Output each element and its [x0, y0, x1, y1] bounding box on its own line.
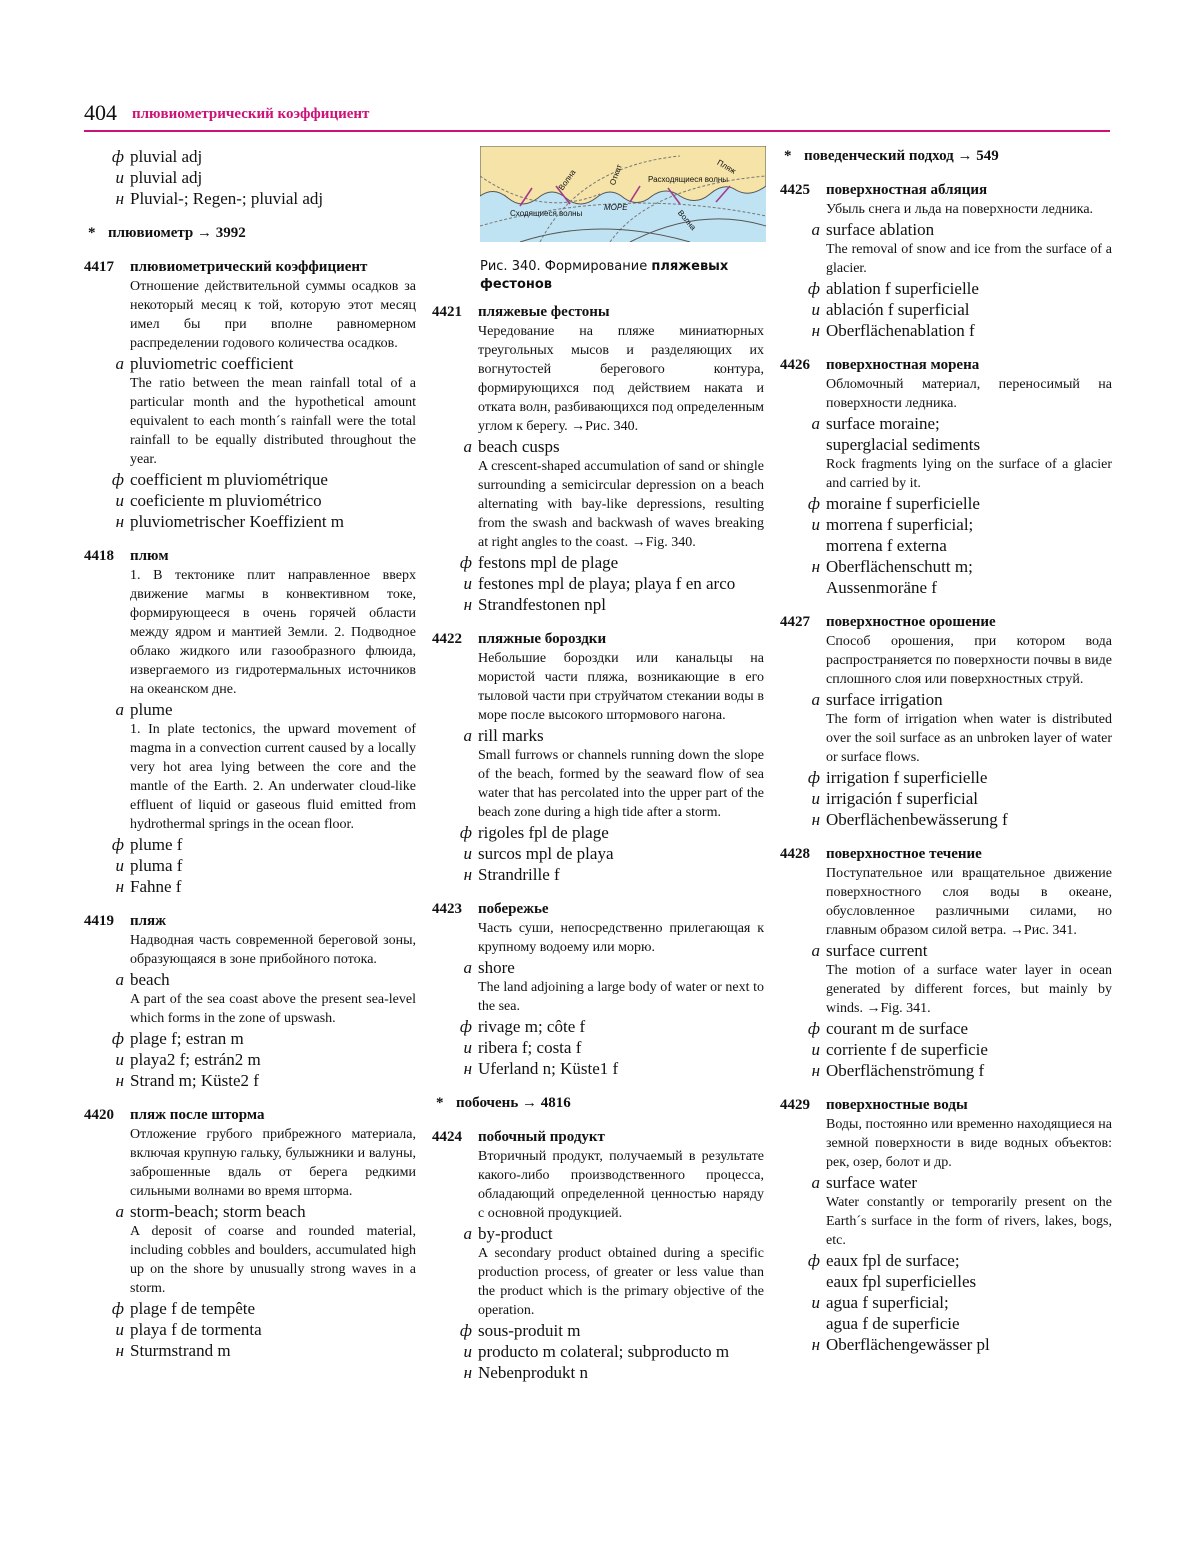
translation-fr: ф sous-produit m: [459, 1321, 581, 1340]
translation-fr: ф coefficient m pluviométrique: [111, 470, 328, 489]
translation-de-2: Aussenmoräne f: [826, 578, 937, 597]
translation-es: и ablación f superficial: [811, 300, 970, 319]
definition-ru: Вторичный продукт, получаемый в результате какого-либо производственного процесса, обладающий определенной ценностью наряду с основной продукцией.: [478, 1149, 764, 1221]
entry-headword: плюм: [130, 548, 169, 564]
translation-fr: ф irrigation f superficielle: [807, 768, 988, 787]
entry-number: 4423: [432, 901, 462, 917]
label-beach: Пляж: [715, 157, 738, 176]
translation-es-2: morrena f externa: [826, 536, 947, 555]
translation-de: н Oberflächenschutt m;: [811, 557, 973, 576]
translation-de: н Nebenprodukt n: [463, 1363, 589, 1382]
translation-de: н Sturmstrand m: [115, 1341, 231, 1360]
figure-340: [480, 146, 766, 248]
entry-number: 4420: [84, 1107, 114, 1123]
entry-headword: поверхностное орошение: [826, 614, 996, 630]
entry-4425: [780, 180, 1112, 341]
page-number: 404: [84, 100, 117, 125]
entry-headword: побочный продукт: [478, 1129, 605, 1145]
definition-ru: Часть суши, непосредственно прилегающая к крупному водоему или морю.: [478, 921, 764, 955]
translation-en: а by-product: [463, 1224, 553, 1243]
translation-es: и pluvial adj: [115, 168, 203, 187]
definition-en: A deposit of coarse and rounded material, including cobbles and boulders, accumulated high up on the shore by unusually strong waves in a storm.: [130, 1224, 416, 1296]
translation-es: и corriente f de superficie: [811, 1040, 988, 1059]
definition-ru: Надводная часть современной береговой зоны, образующаяся в зоне прибойного потока.: [130, 933, 416, 967]
translation-en: а plume: [115, 700, 173, 719]
entry-headword: пляж после шторма: [130, 1107, 265, 1123]
definition-ru: Небольшие бороздки или канальцы на мористой части пляжа, возникающие в его тыловой части при струйчатом стекании воды в море после высокого штормового нагона.: [478, 651, 764, 723]
definition-ru: Чередование на пляже миниатюрных треугольных мысов и разделяющих их вогнутостей берегового контура, формирующихся под действием наката и отката волн, разбивающихся под определенным углом к берегу. →Рис. 340.: [478, 324, 764, 434]
definition-en: A crescent-shaped accumulation of sand or shingle surrounding a semicircular depression on a beach alternating with bay-like depressions, resulting from the swash and backwash of waves breaking at right angles to the coast. →Fig. 340.: [478, 459, 764, 550]
cross-reference: * побочень → 4816: [436, 1095, 571, 1111]
translation-de: н Oberflächengewässer pl: [811, 1335, 990, 1354]
entry-number: 4427: [780, 614, 810, 630]
translation-es: и agua f superficial;: [811, 1293, 949, 1312]
translation-de: н Oberflächenablation f: [811, 321, 975, 340]
entry-number: 4429: [780, 1097, 810, 1113]
cross-reference: * плювиометр → 3992: [88, 225, 246, 241]
translation-fr: ф rigoles fpl de plage: [459, 823, 609, 842]
translation-en: а surface water: [811, 1173, 918, 1192]
entry-number: 4424: [432, 1129, 462, 1145]
definition-en: The ratio between the mean rainfall total of a particular month and the hypothetical amount equivalent to each month´s rainfall were the total rainfall to be equally distributed throughout the year.: [130, 376, 416, 467]
translation-es: и playa2 f; estrán2 m: [115, 1050, 261, 1069]
translation-de: н Oberflächenströmung f: [811, 1061, 985, 1080]
entry-4421: [432, 302, 764, 615]
entry-headword: поверхностная абляция: [826, 182, 988, 198]
entry-4424: [432, 1127, 764, 1383]
translation-de: н Oberflächenbewässerung f: [811, 810, 1008, 829]
translation-en: а beach: [115, 970, 170, 989]
definition-en: The form of irrigation when water is distributed over the soil surface as an unbroken layer of water or surface flows.: [826, 712, 1112, 765]
translation-de: н Uferland n; Küste1 f: [463, 1059, 619, 1078]
translation-en: а shore: [463, 958, 515, 977]
definition-en: 1. In plate tectonics, the upward movement of magma in a convection current caused by a locally very hot area lying between the core and the mantle of the Earth. 2. An underwater cloud-like effluent of liquid or gaseous fluid emitted from hydrothermal springs in the ocean floor.: [130, 722, 416, 832]
entry-headword: поверхностное течение: [826, 846, 982, 862]
translation-fr: ф eaux fpl de surface;: [807, 1251, 960, 1270]
label-converging: Сходящиеся волны: [510, 209, 583, 218]
translation-es: и irrigación f superficial: [811, 789, 978, 808]
entry-headword: пляжевые фестоны: [478, 304, 610, 320]
figure-caption: Рис. 340. Формирование пляжевых фестонов: [480, 259, 729, 292]
column-2: [432, 146, 764, 1383]
entry-4419: [84, 911, 416, 1091]
definition-en: The removal of snow and ice from the surface of a glacier.: [826, 242, 1112, 276]
translation-en: а pluviometric coefficient: [115, 354, 294, 373]
label-diverging: Расходящиеся волны: [648, 175, 729, 184]
page-header: [84, 100, 1110, 132]
entry-4429: [780, 1095, 1112, 1355]
translation-es: и producto m colateral; subproducto m: [463, 1342, 730, 1361]
entry-number: 4422: [432, 631, 462, 647]
entry-number: 4418: [84, 548, 114, 564]
translation-en: а surface current: [811, 941, 928, 960]
translation-es: и morrena f superficial;: [811, 515, 974, 534]
entry-4428: [780, 844, 1112, 1081]
definition-ru: Обломочный материал, переносимый на поверхности ледника.: [826, 377, 1112, 411]
entry-number: 4419: [84, 913, 114, 929]
definition-ru: Воды, постоянно или временно находящиеся на земной поверхности в виде водных объектов: рек, озер, болот и др.: [826, 1117, 1112, 1170]
translation-de: н pluviometrischer Koeffizient m: [115, 512, 345, 531]
definition-en: Small furrows or channels running down the slope of the beach, formed by the seaward flow of sea water that has percolated into the upper part of the beach zone during a high tide after a storm.: [478, 748, 764, 820]
translation-es: и ribera f; costa f: [463, 1038, 582, 1057]
entry-4423: [432, 899, 764, 1079]
entry-number: 4426: [780, 357, 810, 373]
definition-en: A secondary product obtained during a specific production process, of greater or less value than the product which is the primary objective of the operation.: [478, 1246, 764, 1318]
definition-ru: Способ орошения, при котором вода распространяется по поверхности почвы в виде сплошного слоя или поверхностных струй.: [826, 634, 1112, 687]
translation-es: и pluma f: [115, 856, 183, 875]
definition-en: The land adjoining a large body of water or next to the sea.: [478, 980, 764, 1014]
entry-headword: поверхностные воды: [826, 1097, 968, 1113]
translation-de: н Strandfestonen npl: [463, 595, 606, 614]
entry-continuation: [84, 146, 416, 209]
translation-en: а surface irrigation: [811, 690, 943, 709]
running-title: плювиометрический коэффициент: [132, 106, 370, 122]
entry-4420: [84, 1105, 416, 1361]
translation-de: н Strandrille f: [463, 865, 560, 884]
entry-4426: [780, 355, 1112, 598]
beach-cusps-diagram: [480, 146, 766, 242]
translation-fr: ф moraine f superficielle: [807, 494, 980, 513]
translation-fr: ф festons mpl de plage: [459, 553, 619, 572]
translation-fr: ф plage f de tempête: [111, 1299, 256, 1318]
entry-4418: [84, 546, 416, 897]
translation-de: н Strand m; Küste2 f: [115, 1071, 259, 1090]
definition-ru: Убыль снега и льда на поверхности ледника.: [826, 202, 1094, 217]
cross-reference: * поведенческий подход → 549: [784, 148, 999, 164]
translation-en: а beach cusps: [463, 437, 560, 456]
label-waves: Волна: [556, 167, 578, 193]
entry-headword: поверхностная морена: [826, 357, 980, 373]
definition-ru: Отложение грубого прибрежного материала, включая крупную гальку, булыжники и валуны, заброшенные вдаль от берега редкими сильными волнами во время шторма.: [130, 1127, 416, 1199]
translation-fr: ф pluvial adj: [111, 147, 203, 166]
entry-number: 4421: [432, 304, 462, 320]
translation-de: н Pluvial-; Regen-; pluvial adj: [115, 189, 324, 208]
translation-fr: ф plage f; estran m: [111, 1029, 244, 1048]
definition-en: Water constantly or temporarily present on the Earth´s surface in the form of rivers, lakes, bogs, etc.: [826, 1195, 1112, 1248]
translation-fr: ф plume f: [111, 835, 183, 854]
column-1: [84, 146, 416, 1361]
translation-es: и playa f de tormenta: [115, 1320, 262, 1339]
translation-fr: ф courant m de surface: [807, 1019, 969, 1038]
translation-es: и surcos mpl de playa: [463, 844, 614, 863]
translation-en: а storm-beach; storm beach: [115, 1202, 306, 1221]
translation-de: н Fahne f: [115, 877, 182, 896]
column-3: [780, 146, 1112, 1355]
definition-ru: Поступательное или вращательное движение поверхностного слоя воды в океане, обусловленное различными силами, но главным образом силой ветра. →Рис. 341.: [826, 866, 1112, 938]
definition-ru: 1. В тектонике плит направленное вверх движение магмы в конвективном токе, формирующееся в очень горячей области между ядром и мантией Земли. 2. Подводное облако жидкого или газообразного флюида, извергаемого из гидротермальных источников на океанском дне.: [130, 568, 416, 697]
entry-headword: плювиометрический коэффициент: [130, 259, 368, 275]
translation-es-2: agua f de superficie: [826, 1314, 960, 1333]
entry-headword: пляж: [130, 913, 167, 929]
definition-en: The motion of a surface water layer in ocean generated by different forces, but mainly by winds. →Fig. 341.: [826, 963, 1112, 1016]
definition-ru: Отношение действительной суммы осадков за некоторый месяц к той, которую этот месяц имел бы при вполне равномерном распределении годового количества осадков.: [130, 279, 416, 351]
definition-en: Rock fragments lying on the surface of a glacier and carried by it.: [826, 457, 1112, 491]
definition-en: A part of the sea coast above the present sea-level which forms in the zone of upswash.: [130, 992, 416, 1026]
label-sea: МОРЕ: [604, 203, 628, 212]
translation-en: а rill marks: [463, 726, 544, 745]
translation-fr: ф ablation f superficielle: [807, 279, 979, 298]
translation-fr-2: eaux fpl superficielles: [826, 1272, 977, 1291]
entry-4422: [432, 629, 764, 885]
entry-number: 4425: [780, 182, 810, 198]
entry-number: 4428: [780, 846, 810, 862]
entry-headword: побережье: [478, 901, 549, 917]
translation-en-2: superglacial sediments: [826, 435, 981, 454]
translation-en: а surface moraine;: [811, 414, 940, 433]
label-waves-2: Волна: [675, 208, 698, 232]
translation-en: а surface ablation: [811, 220, 935, 239]
translation-es: и festones mpl de playa; playa f en arco: [463, 574, 736, 593]
entry-number: 4417: [84, 259, 114, 275]
entry-4427: [780, 612, 1112, 830]
entry-4417: [84, 257, 416, 532]
label-recoil: Откат: [608, 163, 624, 187]
translation-es: и coeficiente m pluviométrico: [115, 491, 322, 510]
entry-headword: пляжные бороздки: [478, 631, 607, 647]
translation-fr: ф rivage m; côte f: [459, 1017, 586, 1036]
